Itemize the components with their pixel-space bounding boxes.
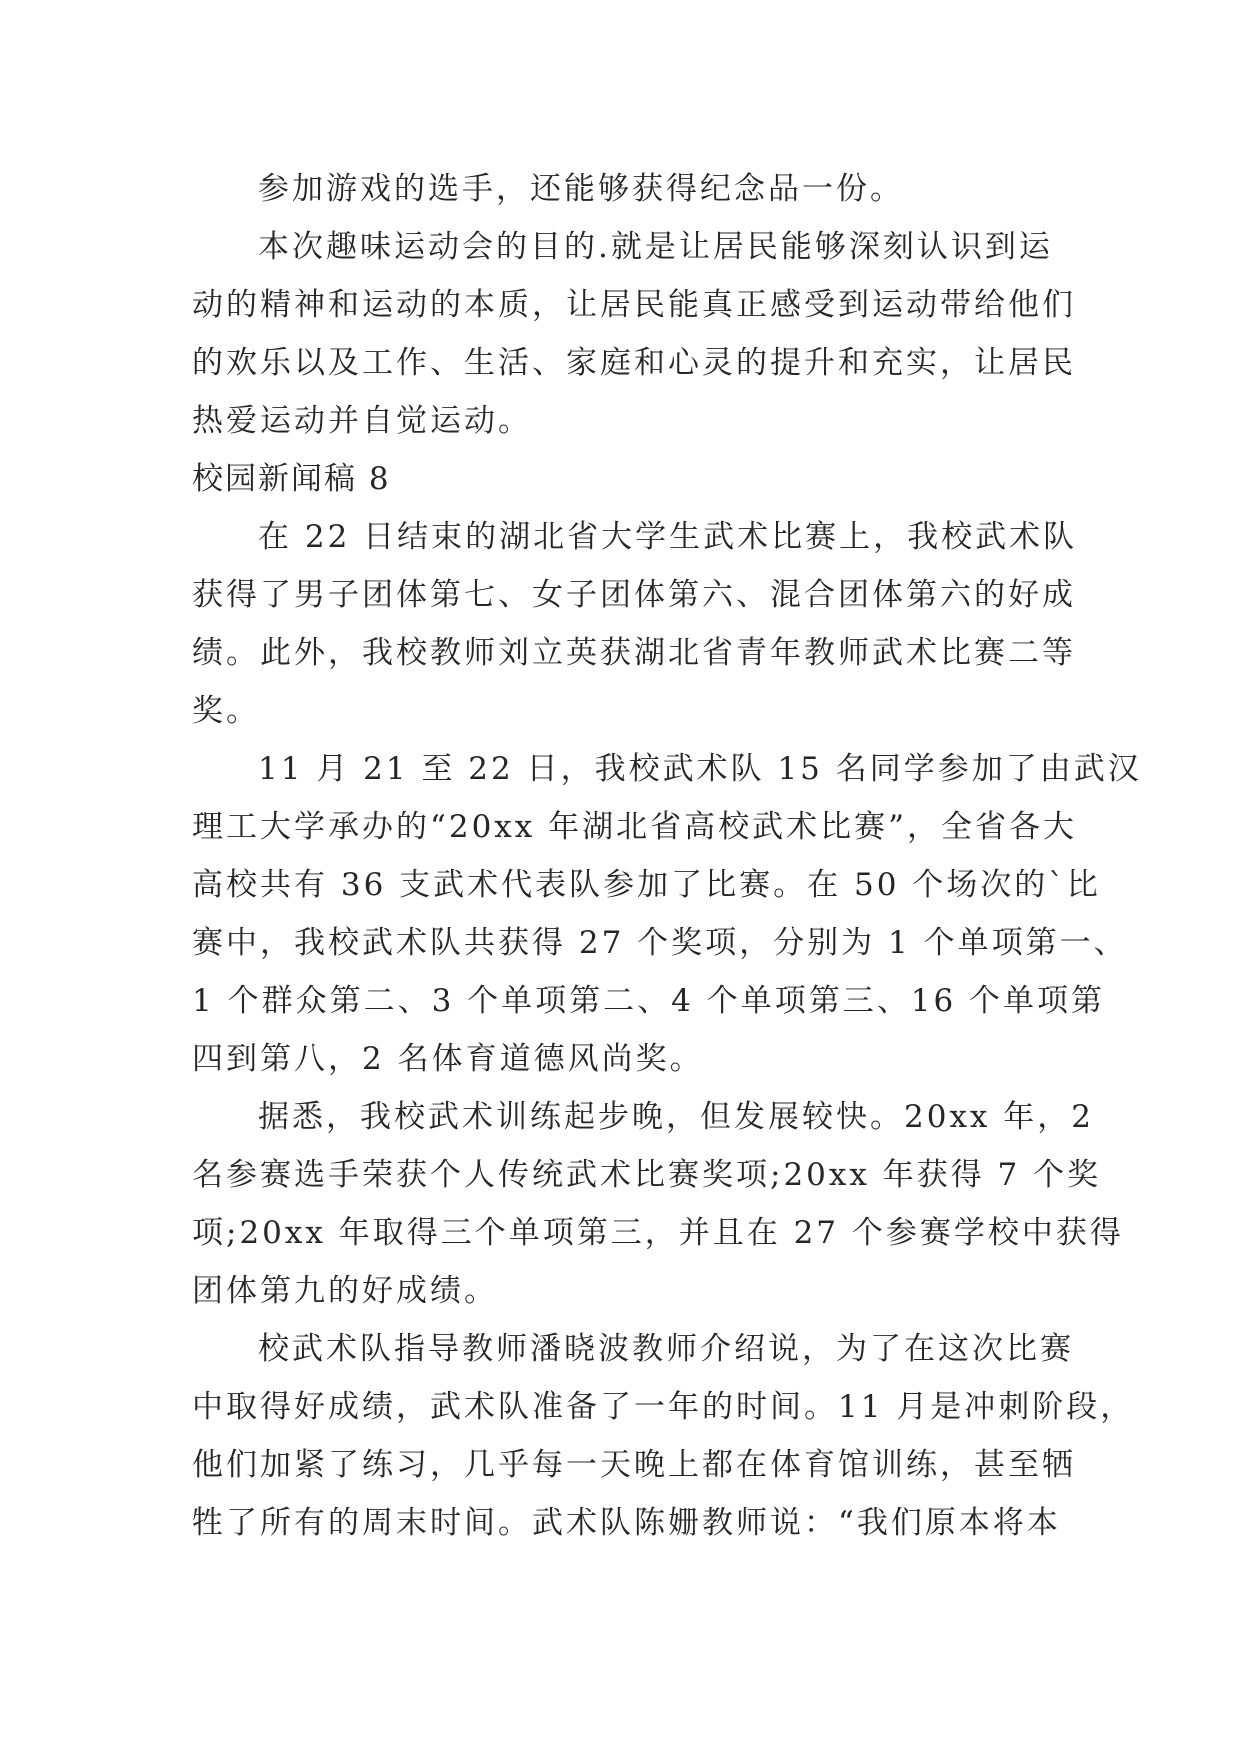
text-line: 名参赛选手荣获个人传统武术比赛奖项;20xx 年获得 7 个奖: [192, 1157, 1102, 1193]
text-line: 本次趣味运动会的目的.就是让居民能够深刻认识到运: [258, 229, 1053, 265]
text-line: 赛中，我校武术队共获得 27 个奖项，分别为 1 个单项第一、: [192, 925, 1128, 961]
text-line: 牲了所有的周末时间。武术队陈姗教师说：“我们原本将本: [192, 1505, 1061, 1541]
text-line: 理工大学承办的“20xx 年湖北省高校武术比赛”，全省各大: [192, 809, 1077, 845]
text-line: 团体第九的好成绩。: [192, 1273, 498, 1309]
text-line: 参加游戏的选手，还能够获得纪念品一份。: [258, 171, 904, 207]
paragraph: [192, 160, 1072, 218]
text-line: 在 22 日结束的湖北省大学生武术比赛上，我校武术队: [258, 519, 1078, 555]
document-body: [192, 160, 1142, 1552]
text-line: 奖。: [192, 693, 260, 729]
paragraph: [192, 508, 1078, 740]
text-line: 动的精神和运动的本质，让居民能真正感受到运动带给他们: [192, 287, 1076, 323]
text-line: 中取得好成绩，武术队准备了一年的时间。11 月是冲刺阶段，: [192, 1389, 1135, 1425]
text-line: 项;20xx 年取得三个单项第三，并且在 27 个参赛学校中获得: [192, 1215, 1124, 1251]
paragraph: [192, 1088, 1124, 1320]
section-title: 校园新闻稿 8: [192, 461, 391, 497]
text-line: 他们加紧了练习，几乎每一天晚上都在体育馆训练，甚至牺: [192, 1447, 1076, 1483]
text-line: 1 个群众第二、3 个单项第二、4 个单项第三、16 个单项第: [192, 983, 1106, 1019]
paragraph: [192, 1320, 1135, 1552]
text-line: 绩。此外，我校教师刘立英获湖北省青年教师武术比赛二等: [192, 635, 1076, 671]
text-line: 11 月 21 至 22 日，我校武术队 15 名同学参加了由武汉: [258, 751, 1142, 787]
paragraph: [192, 740, 1142, 1088]
text-line: 四到第八，2 名体育道德风尚奖。: [192, 1041, 704, 1077]
text-line: 校武术队指导教师潘晓波教师介绍说，为了在这次比赛: [258, 1331, 1074, 1367]
text-line: 热爱运动并自觉运动。: [192, 403, 532, 439]
text-line: 的欢乐以及工作、生活、家庭和心灵的提升和充实，让居民: [192, 345, 1076, 381]
text-line: 据悉，我校武术训练起步晚，但发展较快。20xx 年，2: [258, 1099, 1094, 1135]
text-line: 高校共有 36 支武术代表队参加了比赛。在 50 个场次的`比: [192, 867, 1101, 903]
paragraph: [192, 218, 1076, 450]
text-line: 获得了男子团体第七、女子团体第六、混合团体第六的好成: [192, 577, 1076, 613]
